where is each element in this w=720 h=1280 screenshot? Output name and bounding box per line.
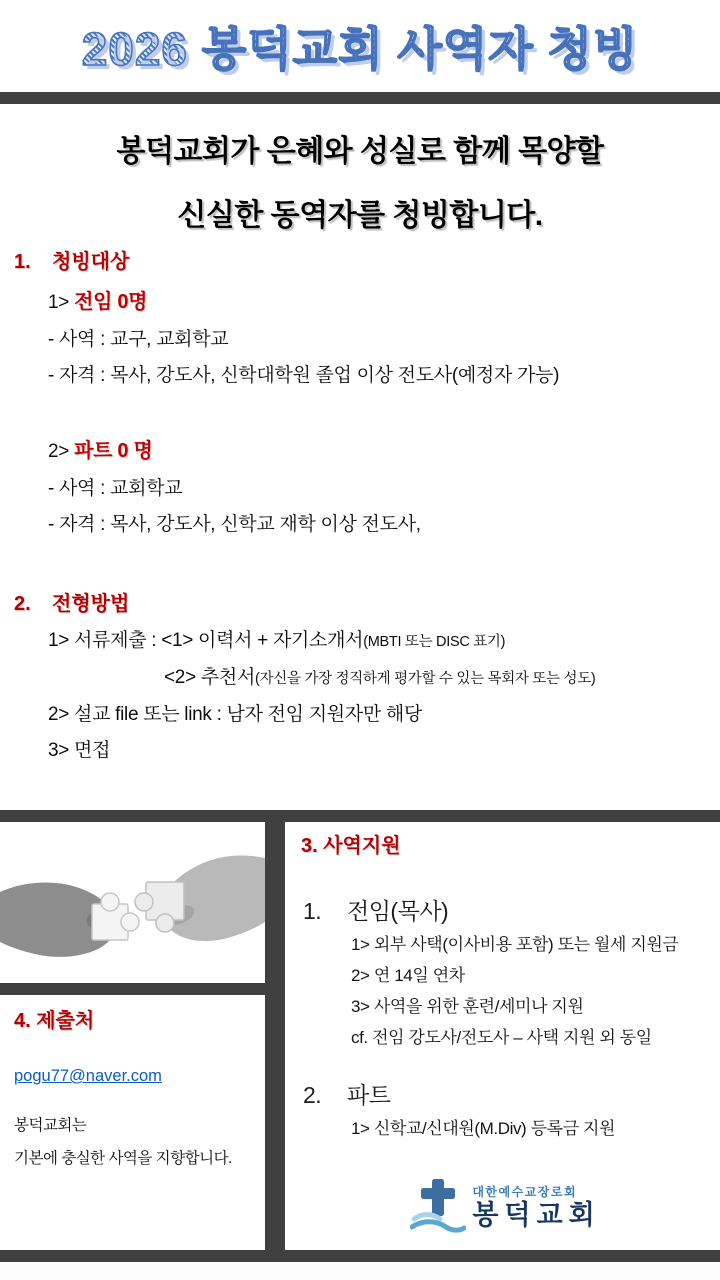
fulltime-ministry-line: - 사역 : 교구, 교회학교	[48, 329, 229, 350]
section-number: 1.	[14, 251, 31, 273]
support-item-cf-note: cf. 전임 강도사/전도사 – 사택 지원 외 동일	[351, 1028, 652, 1047]
support-title: 3. 사역지원	[301, 835, 401, 857]
support-item-vacation: 2> 연 14일 연차	[351, 966, 465, 985]
section-submit-panel	[0, 995, 265, 1250]
section-title: 청빙대상	[52, 251, 130, 273]
support-fulltime-heading	[301, 898, 710, 924]
method-reference-main: <2> 추천서	[164, 667, 255, 688]
method-documents-line	[48, 630, 720, 653]
bottom-section	[0, 810, 720, 1262]
method-reference-line	[48, 667, 720, 690]
section-selection-method	[0, 592, 720, 762]
church-logo-text	[472, 1183, 600, 1230]
denomination-label: 대한예수교장로회	[472, 1184, 578, 1199]
fulltime-prefix: 1>	[48, 292, 70, 313]
support-item-tuition: 1> 신학교/신대원(M.Div) 등록금 지원	[351, 1119, 616, 1138]
support-parttime-number: 2.	[303, 1082, 322, 1108]
section-method-body	[14, 630, 720, 762]
email-link[interactable]: pogu77@naver.com	[14, 1067, 162, 1085]
hands-puzzle-illustration	[0, 822, 265, 983]
parttime-subheading	[48, 439, 720, 464]
intro-heading	[0, 104, 720, 248]
page-title: 2026 봉덕교회 사역자 청빙	[82, 13, 639, 79]
church-logo	[301, 1177, 710, 1235]
support-parttime-heading	[301, 1082, 710, 1108]
main-content	[0, 104, 720, 810]
method-documents-main: 1> 서류제출 : <1> 이력서 + 자기소개서	[48, 630, 364, 651]
parttime-title: 파트 0 명	[74, 440, 153, 462]
section-title: 전형방법	[52, 593, 130, 615]
support-fulltime-number: 1.	[303, 898, 322, 924]
support-parttime-label: 파트	[347, 1082, 391, 1108]
church-cross-icon	[410, 1177, 466, 1235]
section-target-body	[14, 290, 720, 536]
top-divider-bar	[0, 92, 720, 104]
submit-title: 4. 제출처	[14, 1010, 95, 1032]
fulltime-qualification-line: - 자격 : 목사, 강도사, 신학대학원 졸업 이상 전도사(예정자 가능)	[48, 365, 560, 386]
section-method-heading	[14, 592, 720, 616]
section-target-heading	[14, 250, 720, 274]
submit-note-line-2: 기본에 충실한 사역을 지향합니다.	[14, 1150, 232, 1167]
parttime-prefix: 2>	[48, 441, 70, 462]
fulltime-subheading	[48, 290, 720, 315]
method-documents-note: (MBTI 또는 DISC 표기)	[363, 634, 506, 650]
section-number: 2.	[14, 593, 31, 615]
method-sermon-line: 2> 설교 file 또는 link : 남자 전임 지원자만 해당	[48, 704, 423, 725]
church-name-label: 봉덕교회	[472, 1199, 601, 1230]
header	[0, 0, 720, 92]
section-support-panel	[285, 822, 720, 1250]
support-fulltime-label: 전임(목사)	[347, 898, 449, 924]
puzzle-hands-image-panel	[0, 822, 265, 983]
intro-line-2: 신실한 동역자를 청빙합니다.	[177, 199, 543, 232]
section-recruit-target	[0, 250, 720, 536]
method-interview-line: 3> 면접	[48, 740, 111, 761]
intro-line-1: 봉덕교회가 은혜와 성실로 함께 목양할	[116, 135, 604, 168]
footer-strip	[0, 1262, 720, 1280]
support-item-housing: 1> 외부 사택(이사비용 포함) 또는 월세 지원금	[351, 935, 679, 954]
submit-note-line-1: 봉덕교회는	[14, 1117, 87, 1134]
fulltime-title: 전임 0명	[74, 291, 148, 313]
support-item-training: 3> 사역을 위한 훈련/세미나 지원	[351, 997, 584, 1016]
parttime-ministry-line: - 사역 : 교회학교	[48, 478, 183, 499]
parttime-qualification-line: - 자격 : 목사, 강도사, 신학교 재학 이상 전도사,	[48, 514, 421, 535]
method-reference-note: (자신을 가장 정직하게 평가할 수 있는 목회자 또는 성도)	[255, 671, 596, 687]
